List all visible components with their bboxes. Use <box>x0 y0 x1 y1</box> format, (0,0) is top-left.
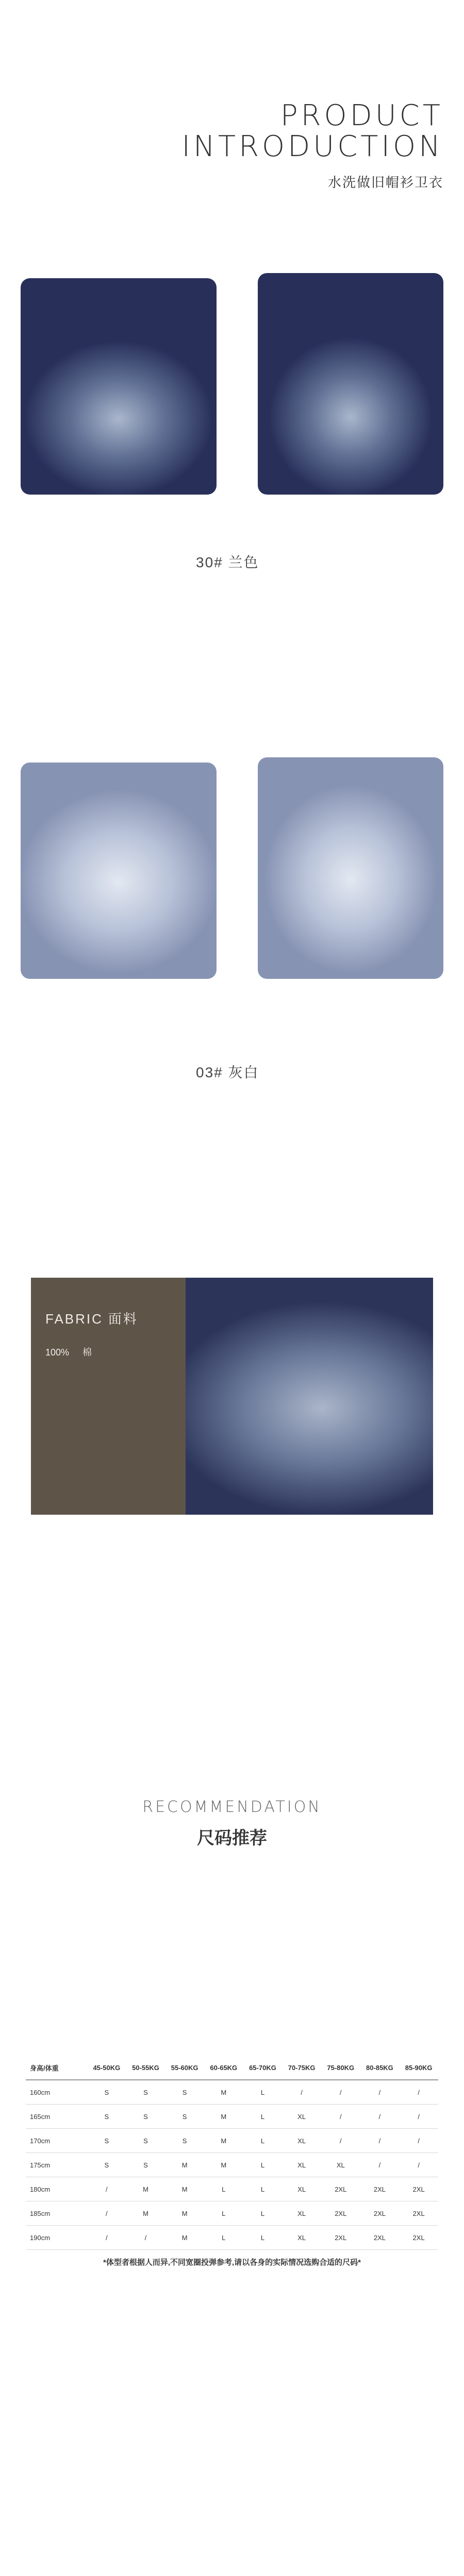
size-table-cell: 2XL <box>399 2201 438 2226</box>
fabric-label <box>45 1309 186 1328</box>
size-table-cell: XL <box>282 2129 321 2153</box>
size-table-header: 60-65KG <box>204 2056 243 2080</box>
size-table-cell: / <box>282 2080 321 2105</box>
fabric-composition <box>45 1345 186 1359</box>
size-table-height-cell: 175cm <box>26 2153 87 2177</box>
size-note: *体型者根据人而异,不同宽圈投弹参考,请以各身的实际情况选购合适的尺码* <box>103 2258 361 2267</box>
hoodie-navy-back-image <box>258 273 443 495</box>
intro-title-line2: INTRODUCTION <box>181 130 443 164</box>
size-table-cell: S <box>126 2129 165 2153</box>
intro-header <box>181 100 443 191</box>
size-table-cell: M <box>165 2177 204 2201</box>
size-table-cell: / <box>126 2226 165 2250</box>
size-table-cell: L <box>204 2177 243 2201</box>
size-table-cell: / <box>87 2226 126 2250</box>
size-table-body <box>26 2080 438 2250</box>
size-table-cell: 2XL <box>399 2177 438 2201</box>
size-table-cell: M <box>204 2153 243 2177</box>
size-table-cell: M <box>165 2153 204 2177</box>
size-table-cell: L <box>204 2201 243 2226</box>
hoodie-grey-back-image <box>258 757 443 979</box>
size-table-header: 80-85KG <box>360 2056 400 2080</box>
size-table <box>26 2056 438 2250</box>
fabric-info-panel <box>31 1278 186 1515</box>
size-table-cell: S <box>87 2153 126 2177</box>
fabric-label-en: FABRIC <box>45 1311 103 1327</box>
color-caption-navy: 30# 兰色 <box>196 554 259 570</box>
size-table-header: 身高/体重 <box>26 2056 87 2080</box>
size-table-cell: / <box>360 2080 400 2105</box>
hoodie-grey-front-image <box>21 762 217 979</box>
size-table-cell: L <box>243 2105 283 2129</box>
color-caption-grey: 03# 灰白 <box>196 1064 259 1080</box>
size-table-cell: / <box>87 2201 126 2226</box>
size-table-row <box>26 2201 438 2226</box>
size-table-cell: M <box>165 2201 204 2226</box>
size-table-cell: 2XL <box>399 2226 438 2250</box>
size-table-cell: XL <box>282 2153 321 2177</box>
size-table-cell: XL <box>282 2177 321 2201</box>
size-table-cell: / <box>87 2177 126 2201</box>
size-table-cell: / <box>399 2080 438 2105</box>
size-table-header: 85-90KG <box>399 2056 438 2080</box>
size-table-header-row <box>26 2056 438 2080</box>
size-table-cell: L <box>243 2080 283 2105</box>
size-table-cell: XL <box>282 2201 321 2226</box>
size-table-row <box>26 2105 438 2129</box>
size-table-cell: 2XL <box>321 2226 360 2250</box>
recommendation-title-en: RECOMMENDATION <box>142 1798 322 1816</box>
size-table-header: 45-50KG <box>87 2056 126 2080</box>
size-table-cell: L <box>243 2177 283 2201</box>
size-table-header: 55-60KG <box>165 2056 204 2080</box>
size-table-cell: S <box>165 2105 204 2129</box>
size-table-cell: M <box>204 2105 243 2129</box>
size-table-cell: S <box>87 2129 126 2153</box>
product-name: 水洗做旧帽衫卫衣 <box>327 174 443 190</box>
fabric-material: 棉 <box>82 1347 92 1358</box>
size-table-cell: M <box>165 2226 204 2250</box>
fabric-percent: 100% <box>45 1347 70 1358</box>
size-table-cell: S <box>165 2080 204 2105</box>
size-table-header: 75-80KG <box>321 2056 360 2080</box>
size-table-cell: 2XL <box>360 2226 400 2250</box>
size-table-cell: L <box>204 2226 243 2250</box>
size-table-cell: / <box>360 2153 400 2177</box>
size-table-cell: / <box>360 2105 400 2129</box>
size-table-row <box>26 2129 438 2153</box>
size-table-cell: / <box>399 2129 438 2153</box>
size-table-row <box>26 2153 438 2177</box>
size-table-cell: L <box>243 2201 283 2226</box>
fabric-swatch-image <box>186 1278 433 1515</box>
size-table-cell: / <box>321 2105 360 2129</box>
size-table-row <box>26 2226 438 2250</box>
size-table-cell: M <box>126 2177 165 2201</box>
size-table-row <box>26 2080 438 2105</box>
size-table-cell: 2XL <box>321 2177 360 2201</box>
size-table-cell: L <box>243 2153 283 2177</box>
fabric-label-zh: 面料 <box>108 1311 138 1327</box>
size-table-cell: 2XL <box>360 2201 400 2226</box>
fabric-section <box>31 1278 433 1515</box>
size-table-cell: XL <box>282 2105 321 2129</box>
size-table-row <box>26 2177 438 2201</box>
size-table-cell: XL <box>282 2226 321 2250</box>
size-table-cell: S <box>165 2129 204 2153</box>
size-table-cell: / <box>360 2129 400 2153</box>
hoodie-navy-front-image <box>21 278 217 495</box>
size-table-cell: M <box>204 2080 243 2105</box>
size-table-cell: / <box>321 2080 360 2105</box>
size-table-cell: M <box>126 2201 165 2226</box>
size-table-cell: S <box>126 2080 165 2105</box>
recommendation-title-zh: 尺码推荐 <box>197 1828 267 1848</box>
size-table-height-cell: 190cm <box>26 2226 87 2250</box>
intro-title-line1: PRODUCT <box>280 99 443 132</box>
size-table-cell: S <box>87 2080 126 2105</box>
size-table-cell: / <box>399 2105 438 2129</box>
size-table-height-cell: 170cm <box>26 2129 87 2153</box>
size-table-cell: XL <box>321 2153 360 2177</box>
size-table-height-cell: 185cm <box>26 2201 87 2226</box>
size-table-cell: 2XL <box>360 2177 400 2201</box>
size-table-cell: L <box>243 2226 283 2250</box>
size-table-cell: 2XL <box>321 2201 360 2226</box>
size-table-header: 70-75KG <box>282 2056 321 2080</box>
size-table-height-cell: 180cm <box>26 2177 87 2201</box>
size-table-height-cell: 160cm <box>26 2080 87 2105</box>
size-table-cell: / <box>399 2153 438 2177</box>
size-table-cell: S <box>126 2105 165 2129</box>
size-table-cell: S <box>126 2153 165 2177</box>
size-table-cell: M <box>204 2129 243 2153</box>
size-table-header: 65-70KG <box>243 2056 283 2080</box>
size-table-header: 50-55KG <box>126 2056 165 2080</box>
size-table-cell: / <box>321 2129 360 2153</box>
size-table-cell: L <box>243 2129 283 2153</box>
size-table-cell: S <box>87 2105 126 2129</box>
size-table-height-cell: 165cm <box>26 2105 87 2129</box>
